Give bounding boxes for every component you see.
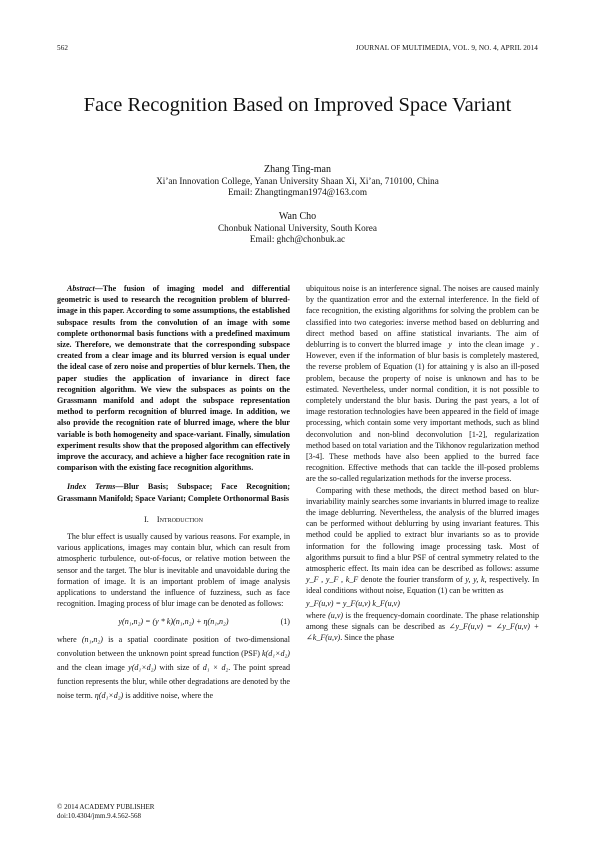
text-span: with size of <box>156 663 203 673</box>
math-span: y(d₁×d₂) <box>128 663 157 673</box>
text-span: into the clean image <box>458 340 525 350</box>
section-number: I. <box>144 514 149 524</box>
text-span: . The point spread function represents the blur, while other degradations are denoted by the noise term. <box>57 663 290 701</box>
math-span: y_F , y_F , k_F <box>306 575 359 585</box>
abstract <box>57 283 290 473</box>
author-email: Email: Zhangtingman1974@163.com <box>227 187 368 197</box>
math-span: k(d₁×d₂) <box>261 649 290 659</box>
section-title: Introduction <box>156 514 203 524</box>
text-span: ubiquitous noise is an interference signal. The noises are caused mainly by the quantization error and the external interference. In the field of face recognition, the existing algorithms for solving the problem can be classified into two categories: inverse method based on deblurring and direct method based on affine statistical invariants. The aim of deblurring is to convert the blurred image <box>306 284 539 350</box>
equation-1-body: y(n₁,n₂) = (y * k)(n₁,n₂) + η(n₁,n₂) <box>118 616 229 626</box>
math-span: d₁ × d₂ <box>202 663 229 673</box>
right-paragraph-3 <box>306 610 539 644</box>
index-terms-text: —Blur Basis; Subspace; Face Recognition; Grassmann Manifold; Space Variant; Complete Orthonormal Basis <box>57 482 290 503</box>
section-heading <box>57 514 290 525</box>
page-number: 562 <box>57 44 69 52</box>
footer <box>57 803 154 821</box>
text-span: is a spatial coordinate position of two-dimensional convolution between the unknown point spread function (PSF) <box>57 635 290 659</box>
text-span: Comparing with these methods, the direct method based on blur-invariability mainly searches some invariants in blurred image to realize the image deblurring. Nevertheless, the analysis of the blurred images can be performed without deblurring by using invariant features. This method could be applied to extract blur invariants so as to provide information for the following image processing task. Most of algorithms pursuit to find a blur PSF of central symmetry related to the atmospheric effect. Its main idea can be described as follows: assume <box>306 485 539 574</box>
text-span: . Since the phase <box>340 633 395 643</box>
math-span: (u,v) <box>328 610 344 620</box>
equation-1 <box>57 612 290 630</box>
author-block-2 <box>60 211 535 246</box>
equation-2: y_F(u,v) = y_F(u,v) k_F(u,v) <box>306 598 400 608</box>
index-terms-label: Index Terms <box>67 482 116 492</box>
author-affiliation: Chonbuk National University, South Korea <box>218 222 377 233</box>
math-span: y <box>448 340 452 350</box>
text-span: and the clean image <box>57 663 129 673</box>
paper-title: Face Recognition Based on Improved Space Variant <box>83 94 512 116</box>
text-span: where <box>57 635 82 645</box>
math-span: y <box>531 340 535 350</box>
footer-doi: doi:10.4304/jmm.9.4.562-568 <box>57 812 141 820</box>
journal-header: JOURNAL OF MULTIMEDIA, VOL. 9, NO. 4, APRIL 2014 <box>355 44 538 52</box>
text-span: is additive noise, where the <box>123 691 214 701</box>
intro-paragraph-1: The blur effect is usually caused by various reasons. For example, in various applications, images may contain blur, which can result from atmospheric turbulence, out-of-focus, or relative motion between the sensor and the target. The blur is inevitable and unavoidable during the formation of image. It is an important problem of image analysis applications to understand the influence of fuzziness, such as face recognition. Imaging process of blur image can be denoted as follows: <box>57 532 290 609</box>
left-column <box>57 283 290 703</box>
math-span: η(d₁×d₂) <box>94 691 124 701</box>
footer-copyright: © 2014 ACADEMY PUBLISHER <box>57 803 155 811</box>
author-name: Zhang Ting-man <box>264 164 331 175</box>
author-affiliation: Xi’an Innovation College, Yanan University Shaan Xi, Xi’an, 710100, China <box>156 175 439 186</box>
right-paragraph-1 <box>306 283 539 485</box>
equation-1-number: (1) <box>280 616 290 626</box>
text-span: denote the fourier transform of <box>360 575 463 585</box>
index-terms <box>57 481 290 503</box>
math-span: (n₁,n₂) <box>81 635 103 645</box>
math-span: y, y, k <box>465 575 485 585</box>
author-block-1 <box>60 164 535 199</box>
abstract-text: —The fusion of imaging model and differential geometric is used to research the recognition problem of blurred-image in this paper. According to some assumptions, the established subspace results from the convolution of an image with some complete orthonormal basis functions with a predefined maximum size. Therefore, we demonstrate that the corresponding subspace created from a clear image and its blurred version is equal under the ideal case of zero noise and properties of blur kernels. Then, the paper studies the application of invariance in direct face recognition algorithm. We view the subspaces as points on the Grassmann manifold and adopt the subspace representation method to perform recognition of blurred image. In addition, we also provide the recognition rate of blurred image, where the blur variable is both homogeneity and space-variant. Finally, simulation experiment results show that the proposed algorithm can effectively improve the accuracy, and achieve a higher face recognition rate in comparison with the existing face recognition algorithms. <box>57 284 290 473</box>
text-span: . However, even if the information of blur basis is completely mastered, the reverse problem of Equation (1) for attaining y is also an ill-posed problem, because the property of noise is unknown and has to be estimated. Nevertheless, under normal condition, it is not possible to completely understand the blur basis. During the past years, a lot of image restoration technologies have been appeared in the field of image processing, which contain some very important methods, such as blind deconvolution and non-blind deconvolution [1-2], regularization method based on total variation and the Tikhonov regularization method [3-4]. These methods have also been applied to the burred face recognition. Effective methods that can tackle the ill-posed problems are the so-called regularization methods for the inverse process. <box>306 340 539 484</box>
right-paragraph-2 <box>306 485 539 597</box>
text-span: is the frequency-domain coordinate. The phase relationship among these signals can be described as <box>306 610 540 632</box>
author-email: Email: ghch@chonbuk.ac <box>249 234 346 244</box>
text-span: where <box>306 610 326 620</box>
equation-3: ∠y_F(u,v) = ∠y_F(u,v) + ∠k_F(u,v) <box>306 622 539 643</box>
author-name: Wan Cho <box>278 211 317 222</box>
right-column <box>306 283 539 644</box>
intro-paragraph-2 <box>57 633 290 703</box>
abstract-label: Abstract <box>67 284 95 293</box>
text-span: , respectively. In ideal conditions without noise, Equation (1) can be written as <box>306 575 539 596</box>
